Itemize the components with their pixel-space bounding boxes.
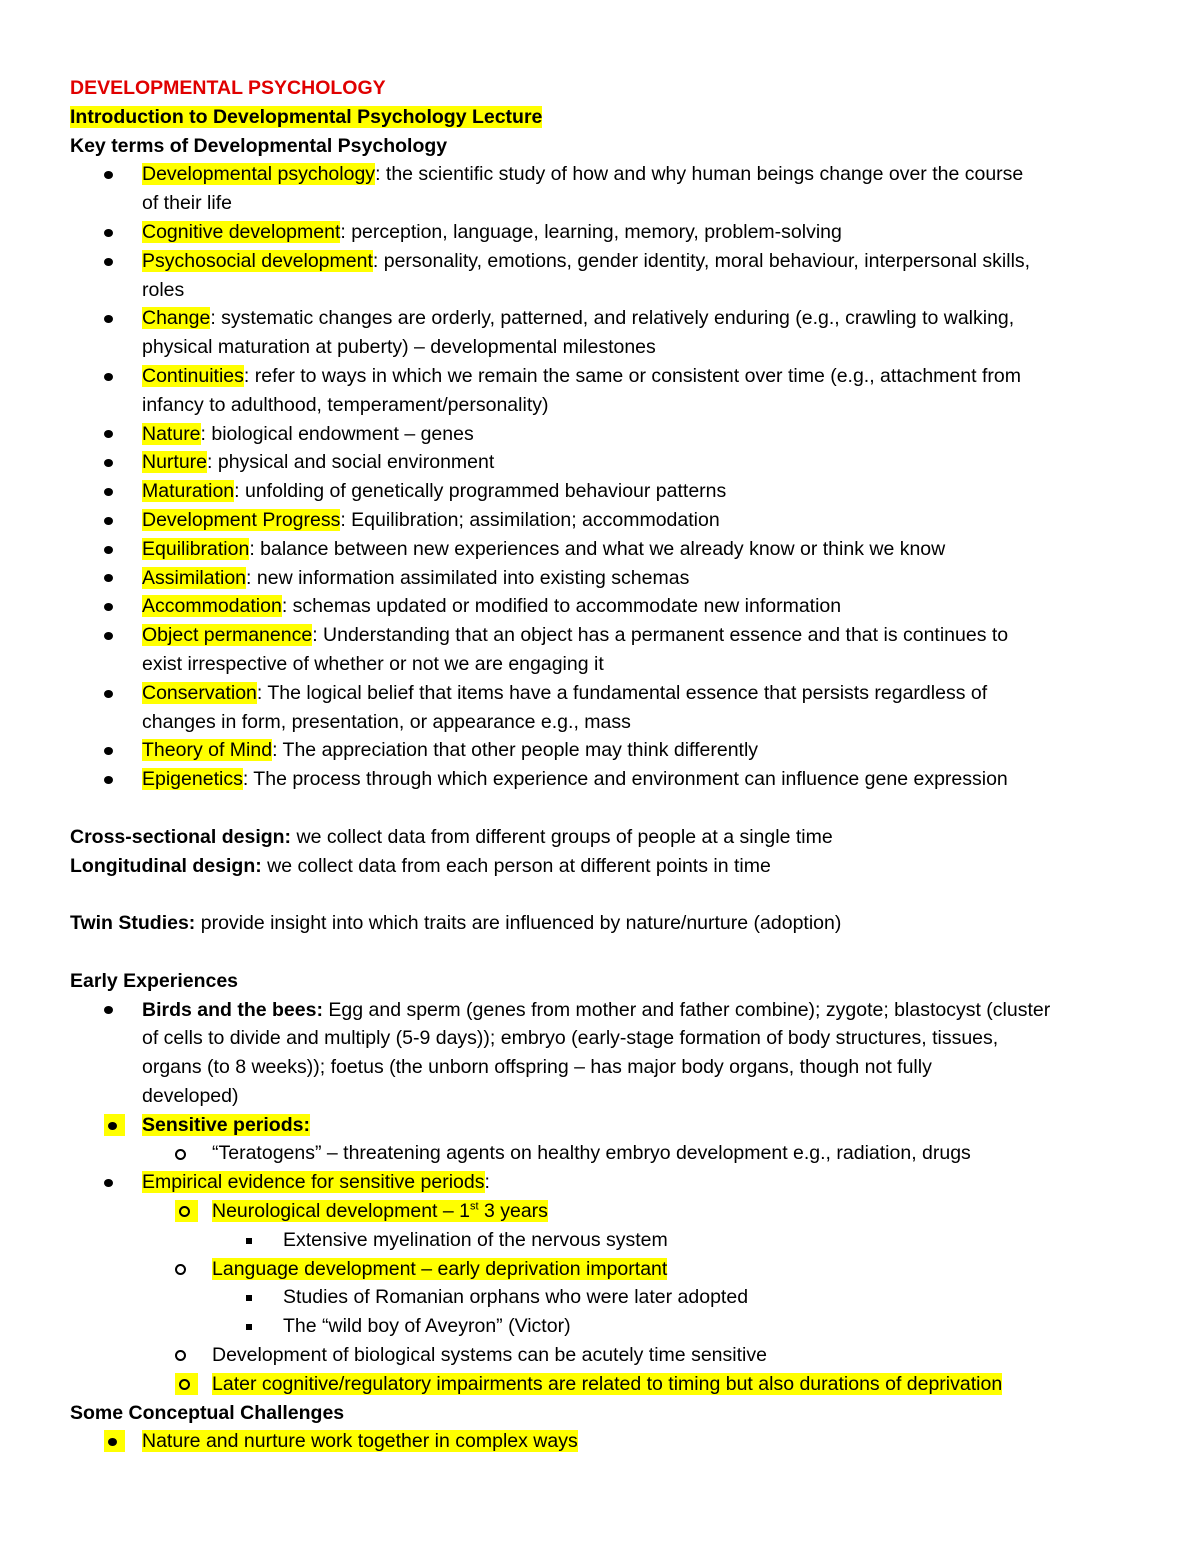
- key-term: Change: [142, 307, 211, 330]
- square-bullet-icon: [246, 1283, 266, 1312]
- key-term-item: [70, 218, 1160, 247]
- key-term-item: [70, 621, 1160, 679]
- key-term-continuation: changes in form, presentation, or appearance e.g., mass: [142, 710, 631, 733]
- key-term-definition: : Understanding that an object has a permanent essence and that is continues to: [312, 624, 1009, 647]
- hollow-bullet-icon: [175, 1370, 195, 1399]
- key-term-definition: : personality, emotions, gender identity, moral behaviour, interpersonal skills,: [372, 249, 1031, 272]
- key-term: Maturation: [142, 480, 235, 503]
- key-term-item: [70, 448, 1160, 477]
- list-item: Sensitive periods:: [70, 1111, 1160, 1140]
- bullet-icon: [104, 1168, 124, 1197]
- bullet-icon: [104, 765, 124, 794]
- key-term-definition: : physical and social environment: [207, 451, 495, 474]
- key-term: Nature: [142, 422, 201, 445]
- hollow-bullet-icon: [175, 1197, 195, 1226]
- key-term-definition: : The appreciation that other people may think differently: [272, 739, 759, 762]
- conceptual-challenges-heading: Some Conceptual Challenges: [70, 1401, 345, 1424]
- bullet-icon: [104, 996, 124, 1025]
- key-term-item: [70, 592, 1160, 621]
- key-term: Continuities: [142, 364, 244, 387]
- bullet-icon: [104, 1427, 124, 1456]
- square-bullet-icon: [246, 1312, 266, 1341]
- key-term-definition: : new information assimilated into existing schemas: [246, 566, 690, 589]
- twin-studies: Twin Studies: provide insight into which traits are influenced by nature/nurture (adoption): [70, 912, 842, 935]
- key-term-item: [70, 736, 1160, 765]
- list-item: Extensive myelination of the nervous system: [70, 1226, 1160, 1255]
- key-term-item: [70, 247, 1160, 305]
- bullet-icon: [104, 621, 124, 650]
- document-title: DEVELOPMENTAL PSYCHOLOGY: [70, 77, 386, 99]
- key-term: Conservation: [142, 681, 257, 704]
- key-term-item: [70, 506, 1160, 535]
- key-terms-heading: Key terms of Developmental Psychology: [70, 134, 448, 157]
- list-item: Birds and the bees: Egg and sperm (genes from mother and father combine); zygote; blastocyst (cluster of cells to divide and multiply (5-9 days)); embryo (early-stage formation of body structures, tissues, organs (to 8 weeks)); foetus (the unborn offspring – has major body organs, though not fully developed): [70, 996, 1160, 1111]
- key-term-continuation: exist irrespective of whether or not we are engaging it: [142, 652, 604, 675]
- bullet-icon: [104, 592, 124, 621]
- key-term-definition: : The process through which experience and environment can influence gene expression: [242, 768, 1008, 791]
- bullet-icon: [104, 679, 124, 708]
- key-term-definition: : unfolding of genetically programmed behaviour patterns: [234, 480, 727, 503]
- conceptual-challenges-list: [70, 1427, 1160, 1456]
- bullet-icon: [104, 362, 124, 391]
- longitudinal-design: Longitudinal design: we collect data from each person at different points in time: [70, 854, 771, 877]
- key-term-definition: : the scientific study of how and why human beings change over the course: [375, 163, 1024, 186]
- list-item: Nature and nurture work together in complex ways: [70, 1427, 1160, 1456]
- list-item: “Teratogens” – threatening agents on healthy embryo development e.g., radiation, drugs: [70, 1139, 1160, 1168]
- list-item: Neurological development – 1st 3 years: [70, 1197, 1160, 1226]
- bullet-icon: [104, 420, 124, 449]
- key-term-definition: : The logical belief that items have a fundamental essence that persists regardless of: [256, 681, 988, 704]
- key-term: Epigenetics: [142, 768, 243, 791]
- key-term-item: [70, 564, 1160, 593]
- bullet-icon: [104, 218, 124, 247]
- hollow-bullet-icon: [175, 1341, 195, 1370]
- key-term-continuation: physical maturation at puberty) – developmental milestones: [142, 336, 656, 359]
- list-item: Development of biological systems can be acutely time sensitive: [70, 1341, 1160, 1370]
- bullet-icon: [104, 247, 124, 276]
- key-term-definition: : perception, language, learning, memory, problem-solving: [340, 220, 842, 243]
- list-item: Studies of Romanian orphans who were later adopted: [70, 1283, 1160, 1312]
- key-term: Cognitive development: [142, 220, 341, 243]
- bullet-icon: [104, 477, 124, 506]
- cross-sectional-design: Cross-sectional design: we collect data from different groups of people at a single time: [70, 825, 833, 848]
- bullet-icon: [104, 506, 124, 535]
- key-term-item: [70, 420, 1160, 449]
- early-experiences-list: [70, 996, 1160, 1399]
- square-bullet-icon: [246, 1226, 266, 1255]
- list-item: Empirical evidence for sensitive periods:: [70, 1168, 1160, 1197]
- bullet-icon: [104, 448, 124, 477]
- list-item: Language development – early deprivation important: [70, 1255, 1160, 1284]
- bullet-icon: [104, 1111, 124, 1140]
- key-terms-list: [70, 160, 1160, 794]
- bullet-icon: [104, 160, 124, 189]
- key-term-continuation: infancy to adulthood, temperament/personality): [142, 393, 549, 416]
- key-term: Equilibration: [142, 537, 250, 560]
- list-item: Later cognitive/regulatory impairments are related to timing but also durations of deprivation: [70, 1370, 1160, 1399]
- key-term-item: [70, 765, 1160, 794]
- early-experiences-heading: Early Experiences: [70, 969, 239, 992]
- list-item: The “wild boy of Aveyron” (Victor): [70, 1312, 1160, 1341]
- key-term: Accommodation: [142, 595, 282, 618]
- bullet-icon: [104, 304, 124, 333]
- key-term: Assimilation: [142, 566, 247, 589]
- key-term-item: [70, 535, 1160, 564]
- key-term-definition: : systematic changes are orderly, patterned, and relatively enduring (e.g., crawling to walking,: [210, 307, 1015, 330]
- lecture-subtitle: Introduction to Developmental Psychology Lecture: [70, 105, 543, 128]
- key-term-definition: : refer to ways in which we remain the same or consistent over time (e.g., attachment from: [243, 364, 1021, 387]
- key-term-definition: : schemas updated or modified to accommodate new information: [281, 595, 842, 618]
- key-term-item: [70, 679, 1160, 737]
- key-term: Psychosocial development: [142, 249, 373, 272]
- bullet-icon: [104, 564, 124, 593]
- key-term-definition: : balance between new experiences and what we already know or think we know: [249, 537, 946, 560]
- key-term-item: [70, 477, 1160, 506]
- key-term: Theory of Mind: [142, 739, 273, 762]
- key-term-continuation: of their life: [142, 192, 232, 215]
- key-term-definition: : Equilibration; assimilation; accommodation: [340, 508, 720, 531]
- bullet-icon: [104, 535, 124, 564]
- hollow-bullet-icon: [175, 1139, 195, 1168]
- key-term: Nurture: [142, 451, 208, 474]
- key-term: Developmental psychology: [142, 163, 376, 186]
- document-page: [70, 74, 1160, 1456]
- key-term-definition: : biological endowment – genes: [200, 422, 474, 445]
- key-term: Object permanence: [142, 624, 313, 647]
- key-term-item: [70, 304, 1160, 362]
- key-term: Development Progress: [142, 508, 341, 531]
- hollow-bullet-icon: [175, 1255, 195, 1284]
- key-term-item: [70, 362, 1160, 420]
- key-term-continuation: roles: [142, 278, 185, 301]
- key-term-item: [70, 160, 1160, 218]
- bullet-icon: [104, 736, 124, 765]
